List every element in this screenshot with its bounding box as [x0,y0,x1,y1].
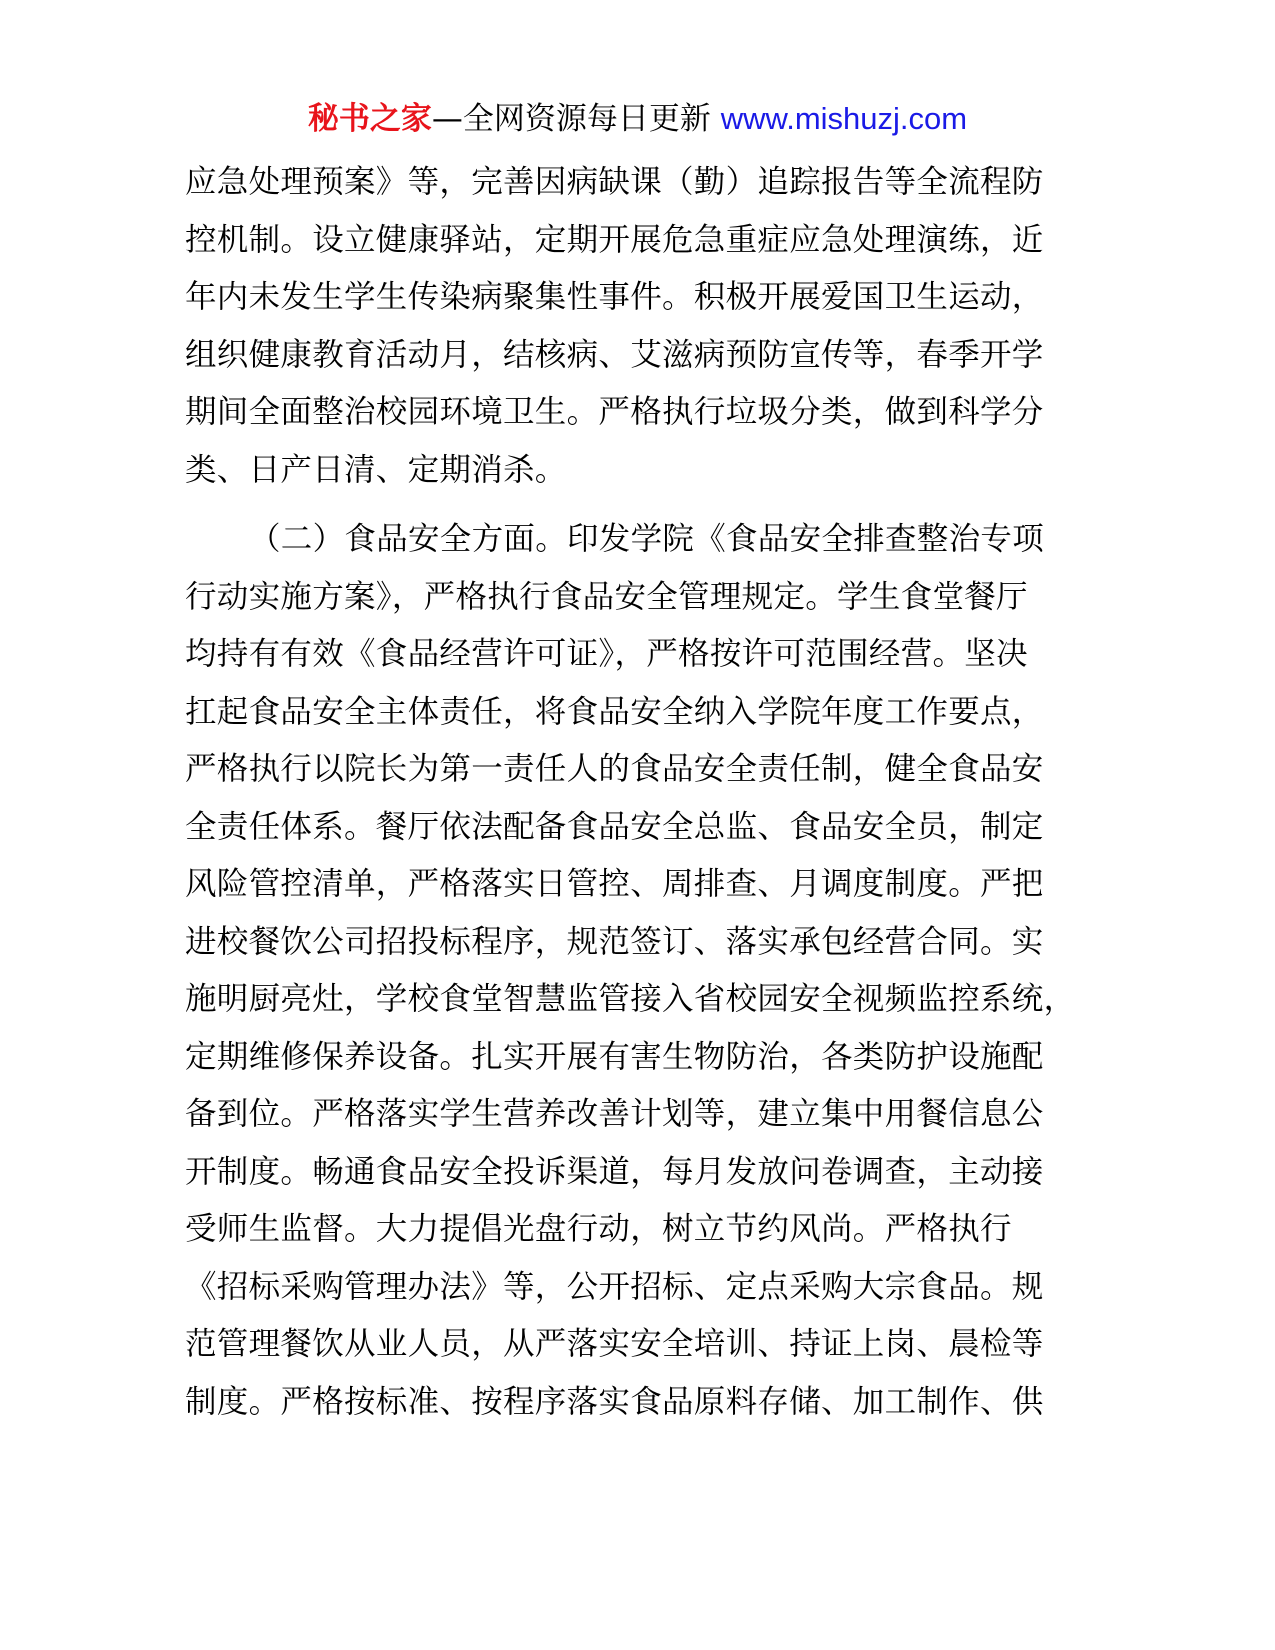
text-line: 范管理餐饮从业人员，从严落实安全培训、持证上岗、晨检等 [185,1326,1044,1362]
text-line: 扛起食品安全主体责任，将食品安全纳入学院年度工作要点， [185,693,1044,730]
text-line: 风险管控清单，严格落实日管控、周排查、月调度制度。严把 [185,866,1044,902]
text-line: 施明厨亮灶，学校食堂智慧监管接入省校园安全视频监控系统， [185,981,1076,1017]
text-line: 制度。严格按标准、按程序落实食品原料存储、加工制作、供 [185,1383,1044,1420]
text-line: 《招标采购管理办法》等，公开招标、定点采购大宗食品。规 [185,1268,1044,1305]
text-line: 严格执行以院长为第一责任人的食品安全责任制，健全食品安 [185,751,1044,787]
text-line: 行动实施方案》，严格执行食品安全管理规定。学生食堂餐厅 [185,578,1028,615]
brand-name: 秘书之家 [307,101,432,137]
paragraph-spacer [185,499,1095,511]
text-line: 控机制。设立健康驿站，定期开展危急重症应急处理演练，近 [185,221,1044,258]
text-line: 开制度。畅通食品安全投诉渠道，每月发放问卷调查，主动接 [185,1153,1044,1190]
text-line: 应急处理预案》等，完善因病缺课（勤）追踪报告等全流程防 [185,164,1044,200]
text-line: 受师生监督。大力提倡光盘行动，树立节约风尚。严格执行 [185,1211,1012,1247]
header-slogan: —全网资源每日更新 [431,101,721,137]
text-line: 均持有有效《食品经营许可证》，严格按许可范围经营。坚决 [185,636,1028,672]
text-line: （二）食品安全方面。印发学院《食品安全排查整治专项 [249,521,1045,557]
text-line: 备到位。严格落实学生营养改善计划等，建立集中用餐信息公 [185,1096,1044,1132]
text-line: 组织健康教育活动月，结核病、艾滋病预防宣传等，春季开学 [185,336,1044,373]
text-line: 年内未发生学生传染病聚集性事件。积极开展爱国卫生运动， [185,279,1044,315]
text-line: 定期维修保养设备。扎实开展有害生物防治，各类防护设施配 [185,1038,1044,1075]
text-line: 进校餐饮公司招投标程序，规范签订、落实承包经营合同。实 [185,923,1044,960]
document-body [185,154,1095,1431]
paragraph-food-safety [185,511,1095,1431]
text-line: 类、日产日清、定期消杀。 [185,451,567,488]
header-url-link[interactable]: www.mishuzj.com [720,101,968,136]
page-header [0,98,1275,140]
text-line: 全责任体系。餐厅依法配备食品安全总监、食品安全员，制定 [185,808,1044,845]
text-line: 期间全面整治校园环境卫生。严格执行垃圾分类，做到科学分 [185,394,1044,430]
paragraph-health [185,154,1095,499]
